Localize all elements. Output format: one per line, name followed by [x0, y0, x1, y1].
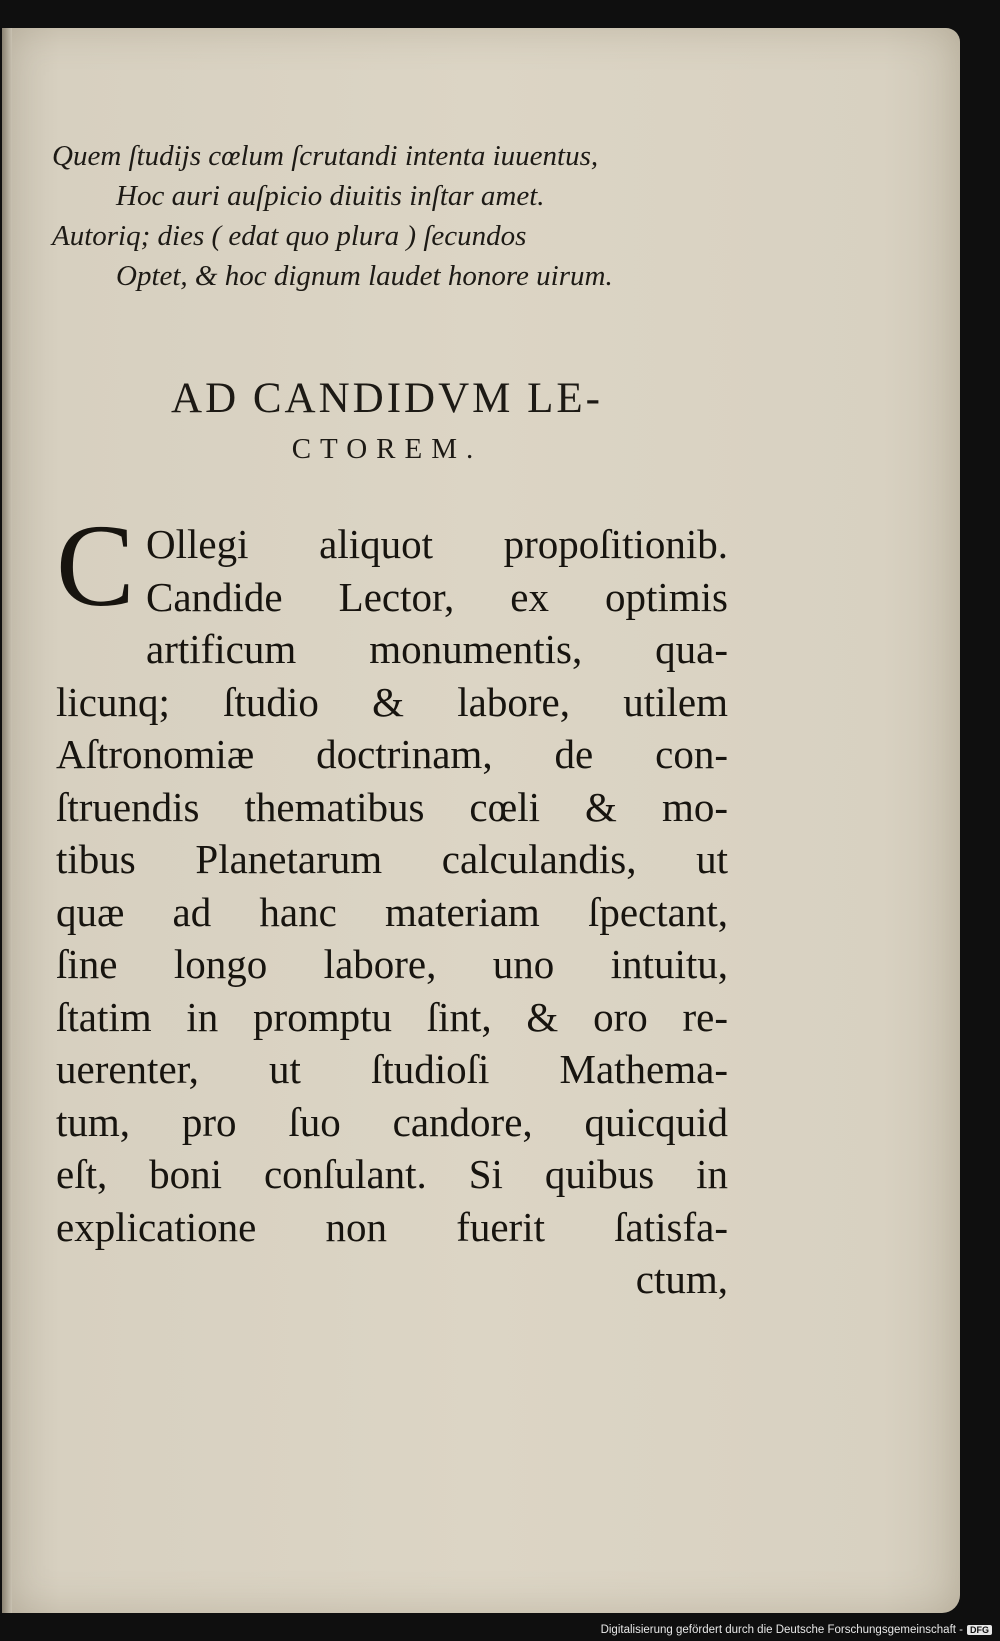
text-line-13: eſt, boni conſulant. Si quibus in — [56, 1151, 728, 1197]
text-line-3: artificum monumentis, qua- — [146, 626, 728, 672]
poem-line-3: Autoriq; dies ( edat quo plura ) ſecundos — [52, 220, 527, 252]
heading-line-2: CTOREM. — [291, 433, 483, 465]
text-line-12: tum, pro ſuo candore, quicquid — [56, 1098, 728, 1145]
dfg-logo-badge: DFG — [967, 1625, 992, 1635]
text-line-2: Candide Lector, ex optimis — [146, 573, 728, 620]
text-line-1: Ollegi aliquot propoſitionib. — [146, 521, 728, 567]
dedicatory-poem — [52, 136, 702, 296]
text-line-9: ſine longo labore, uno intuitu, — [56, 941, 728, 987]
credit-text: Digitalisierung gefördert durch die Deutsche Forschungsgemeinschaft - — [600, 1624, 963, 1636]
poem-line-2: Hoc auri auſpicio diuitis inſtar amet. — [116, 180, 545, 212]
preface-text — [56, 500, 728, 1306]
poem-line-1: Quem ſtudijs cœlum ſcrutandi intenta iuuentus, — [52, 140, 599, 172]
text-line-10: ſtatim in promptu ſint, & oro re- — [56, 993, 728, 1040]
text-line-7: tibus Planetarum calculandis, ut — [56, 836, 728, 882]
drop-cap: C — [56, 500, 135, 631]
heading-line-1: AD CANDIDVM LE- — [171, 375, 603, 422]
text-line-11: uerenter, ut ſtudioſi Mathema- — [56, 1046, 728, 1092]
text-line-5: Aſtronomiæ doctrinam, de con- — [56, 731, 728, 777]
book-page — [2, 28, 960, 1613]
text-line-14: explicatione non fuerit ſatisfa- — [56, 1203, 728, 1250]
digitization-credit — [601, 1624, 992, 1636]
text-line-4: licunq; ſtudio & labore, utilem — [56, 678, 728, 725]
text-line-8: quæ ad hanc materiam ſpectant, — [56, 888, 728, 935]
poem-line-4: Optet, & hoc dignum laudet honore uirum. — [116, 260, 613, 292]
catchword-line: ctum, — [635, 1256, 728, 1302]
text-line-6: ſtruendis thematibus cœli & mo- — [56, 783, 728, 830]
section-heading — [62, 373, 712, 469]
